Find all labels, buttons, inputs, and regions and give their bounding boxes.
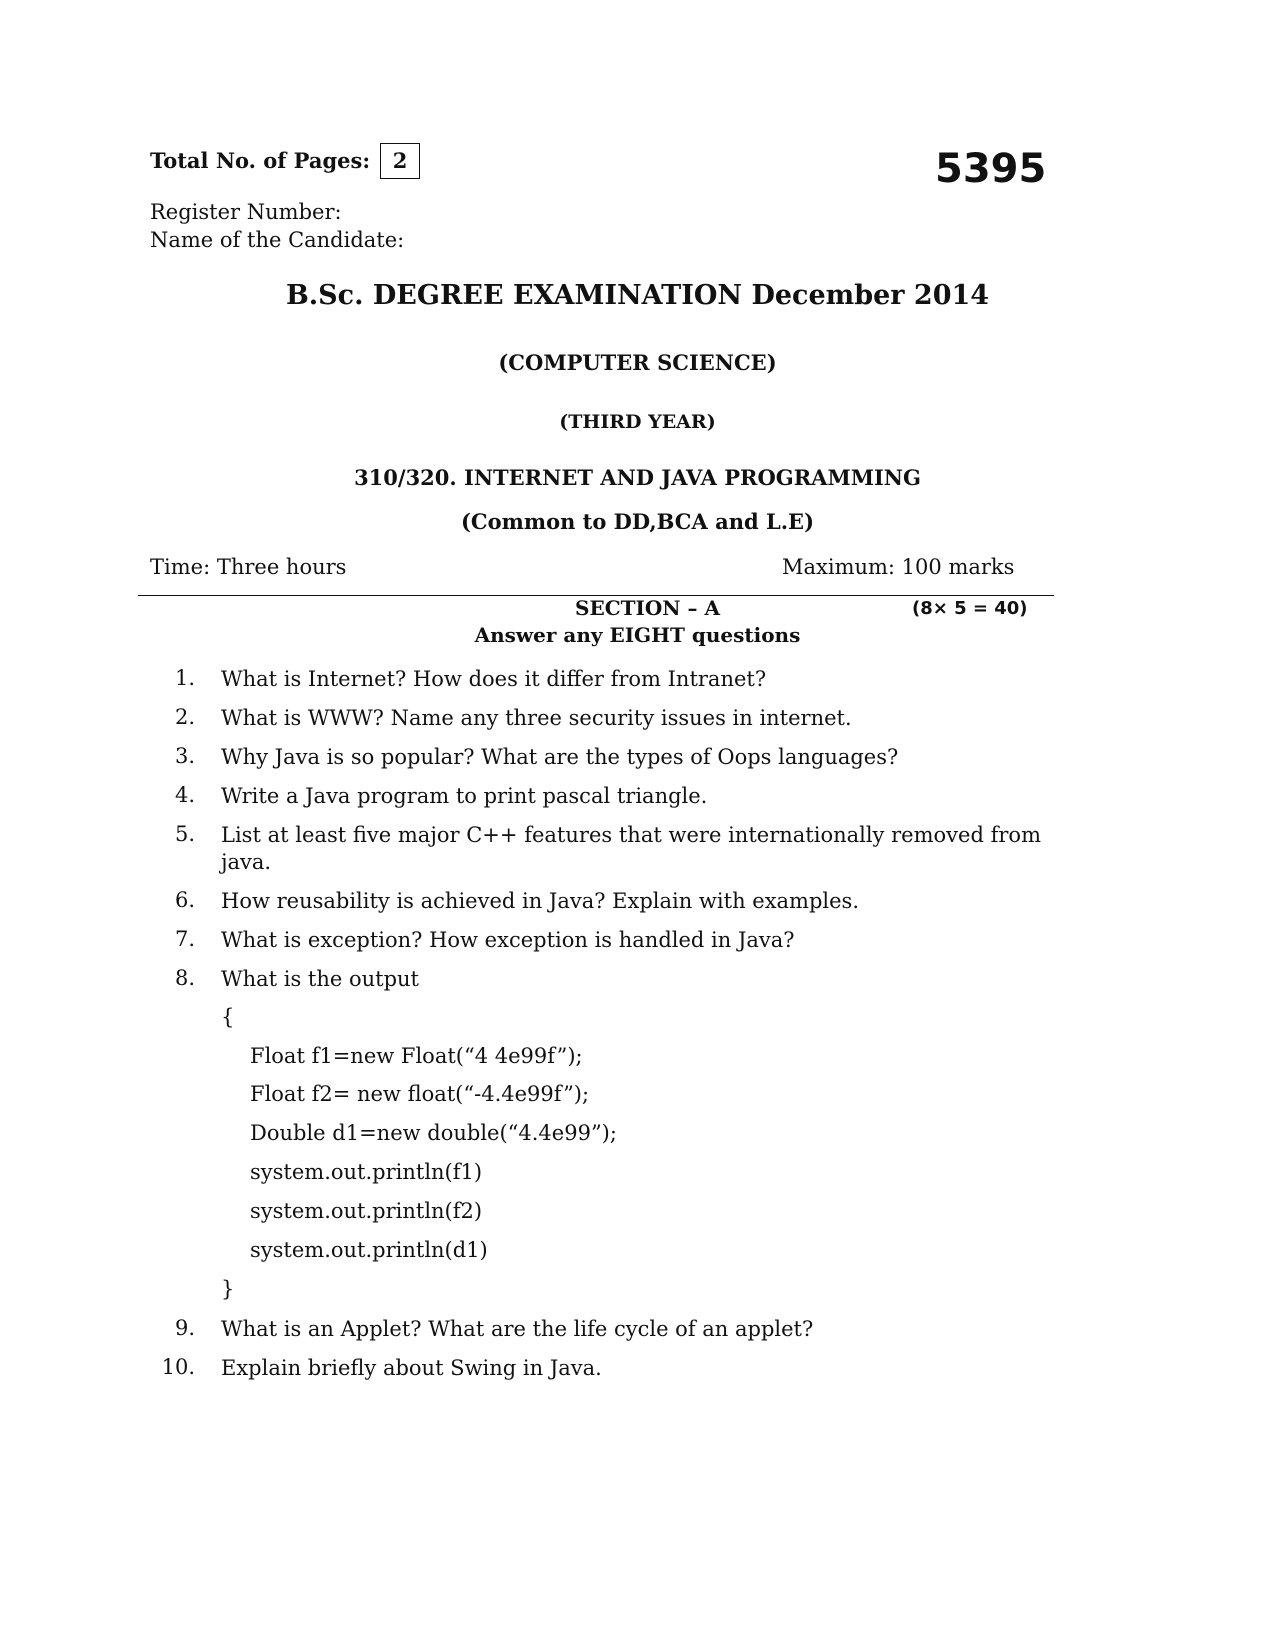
section-marks: (8× 5 = 40) — [912, 598, 1028, 619]
total-pages-label: Total No. of Pages: — [150, 148, 371, 173]
question-number: 4. — [174, 783, 195, 807]
question-number: 3. — [174, 744, 195, 768]
paper-title: 310/320. INTERNET AND JAVA PROGRAMMING — [354, 465, 921, 490]
code-line: Float f2= new float(“-4.4e99f”); — [250, 1082, 590, 1106]
section-instruction: Answer any EIGHT questions — [474, 623, 801, 647]
question-text: What is the output — [221, 967, 419, 991]
code-open-brace: { — [221, 1005, 235, 1029]
question-text: Why Java is so popular? What are the types of Oops languages? — [221, 745, 899, 769]
question-text: What is Internet? How does it differ from Intranet? — [221, 667, 767, 691]
question-number: 7. — [174, 927, 195, 951]
section-title: SECTION – A — [575, 596, 720, 620]
question-text: Explain briefly about Swing in Java. — [221, 1356, 602, 1380]
question-text: Write a Java program to print pascal triangle. — [221, 784, 708, 808]
code-close-brace: } — [221, 1277, 235, 1301]
max-marks: Maximum: 100 marks — [782, 555, 1015, 579]
common-to: (Common to DD,BCA and L.E) — [460, 509, 815, 534]
exam-subject: (COMPUTER SCIENCE) — [498, 350, 777, 375]
question-text: List at least five major C++ features that were internationally removed from java. — [221, 823, 1041, 874]
code-line: Double d1=new double(“4.4e99”); — [250, 1121, 617, 1145]
code-line: system.out.println(f2) — [250, 1199, 483, 1223]
question-number: 1. — [174, 666, 195, 690]
exam-time: Time: Three hours — [150, 555, 347, 579]
exam-title: B.Sc. DEGREE EXAMINATION December 2014 — [285, 280, 990, 311]
register-number-label: Register Number: — [150, 200, 342, 224]
code-line: system.out.println(d1) — [250, 1238, 488, 1262]
question-text: What is an Applet? What are the life cycle of an applet? — [221, 1317, 814, 1341]
question-number: 6. — [174, 888, 195, 912]
question-number: 9. — [174, 1316, 195, 1340]
code-line: system.out.println(f1) — [250, 1160, 483, 1184]
question-number: 5. — [174, 822, 195, 846]
question-number: 10. — [161, 1355, 195, 1379]
code-line: Float f1=new Float(“4 4e99f”); — [250, 1044, 583, 1068]
question-number: 2. — [174, 705, 195, 729]
question-text: What is WWW? Name any three security issues in internet. — [221, 706, 852, 730]
total-pages-value: 2 — [380, 143, 420, 179]
paper-code: 5395 — [935, 146, 1047, 192]
candidate-name-label: Name of the Candidate: — [150, 228, 405, 252]
question-number: 8. — [174, 966, 195, 990]
question-text: How reusability is achieved in Java? Explain with examples. — [221, 889, 860, 913]
question-text: What is exception? How exception is handled in Java? — [221, 928, 795, 952]
exam-year: (THIRD YEAR) — [559, 411, 716, 433]
